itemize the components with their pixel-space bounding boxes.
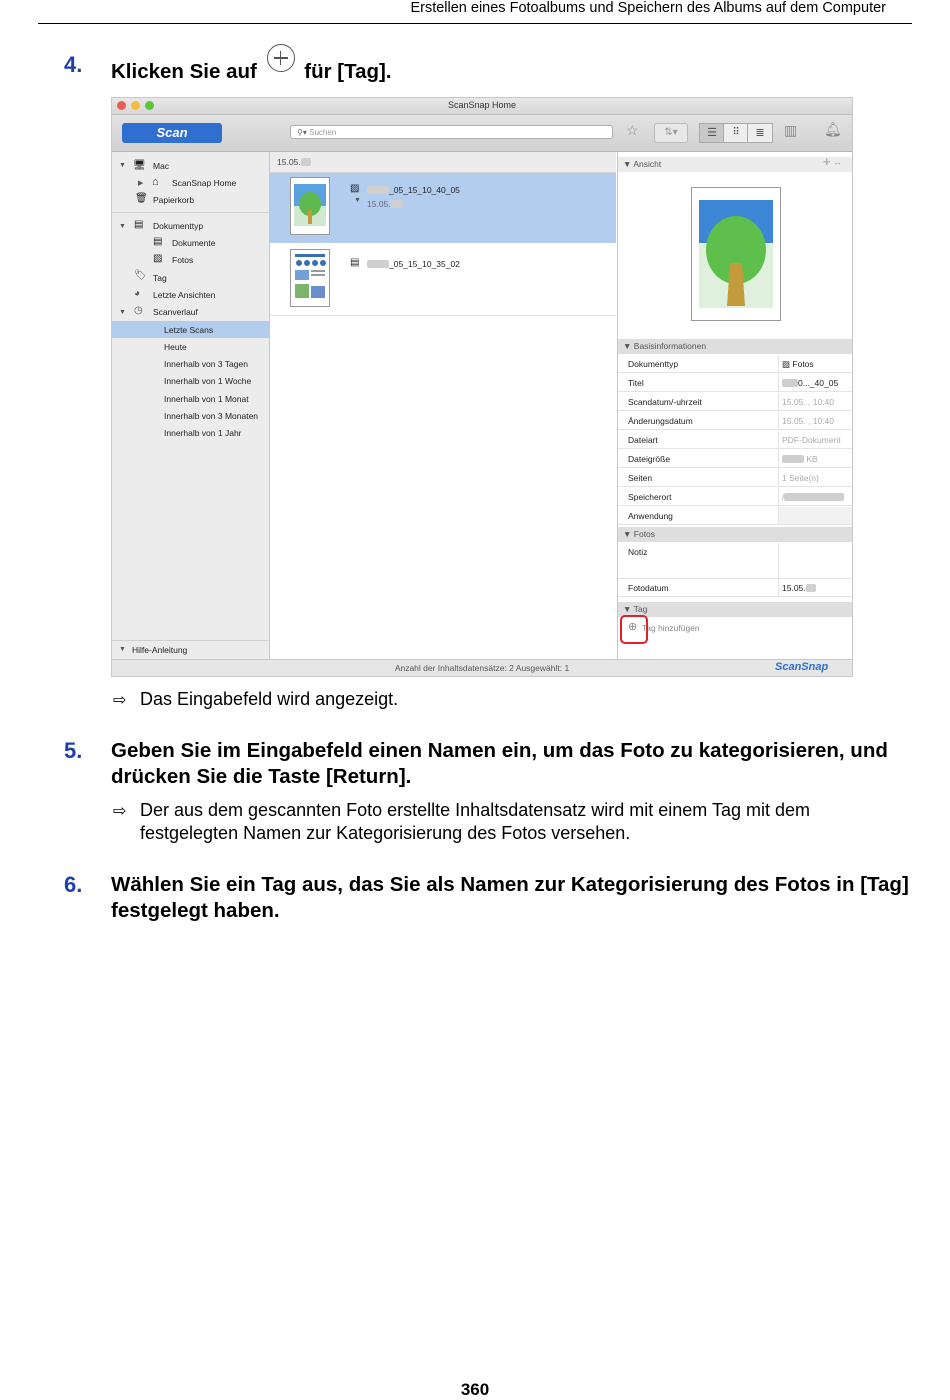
key-anwendung: Anwendung (618, 507, 778, 525)
disclosure-triangle-icon[interactable]: ▼ (354, 197, 361, 204)
sort-button[interactable]: ⇅▾ (654, 123, 688, 143)
list-item-2-name-text: _05_15_10_35_02 (389, 259, 460, 269)
redacted-year (806, 584, 816, 592)
computer-icon: 🖥︎ (133, 160, 146, 171)
key-dateiart: Dateiart (618, 431, 778, 449)
step-4-number: 4. (64, 52, 83, 77)
image-file-icon: ▨ (350, 183, 360, 194)
list-item-1-name-text: _05_15_10_40_05 (389, 185, 460, 195)
redacted-name (367, 186, 389, 194)
collapse-triangle-icon[interactable]: ▼ (119, 162, 126, 169)
section-fotos-label: Fotos (633, 529, 656, 539)
sidebar (112, 152, 270, 659)
running-header: Erstellen eines Fotoalbums und Speichern des Albums auf dem Computer (410, 0, 886, 16)
page-number: 360 (460, 1380, 490, 1399)
sidebar-item-1-monat[interactable]: Innerhalb von 1 Monat (164, 394, 249, 404)
key-seiten: Seiten (618, 469, 778, 487)
value-seiten: 1 Seite(n) (778, 469, 853, 487)
sidebar-item-1-jahr[interactable]: Innerhalb von 1 Jahr (164, 428, 242, 438)
document-thumbnail (290, 249, 330, 307)
search-placeholder: Suchen (309, 128, 337, 137)
document-icon: ▤ (153, 236, 163, 247)
key-titel: Titel (618, 374, 778, 392)
section-tag[interactable]: ▼ Tag (618, 602, 853, 617)
list-view-icon[interactable]: ☰ (699, 123, 725, 143)
step-4-result: Das Eingabefeld wird angezeigt. (140, 689, 399, 709)
sidebar-item-fotos[interactable]: Fotos (172, 255, 194, 265)
detail-view-icon[interactable]: ≣ (747, 123, 773, 143)
sidebar-item-letzte-ansichten[interactable]: Letzte Ansichten (153, 290, 216, 300)
step-6-number: 6. (64, 872, 83, 897)
list-date (277, 157, 311, 167)
key-scandatum: Scandatum/-uhrzeit (618, 393, 778, 411)
result-arrow-icon: ⇨ (113, 692, 127, 709)
info-panel (617, 152, 853, 659)
step-5-number: 5. (64, 738, 83, 763)
trash-icon: 🗑︎ (135, 193, 148, 204)
photo-thumbnail (290, 177, 330, 235)
window-title: ScanSnap Home (447, 100, 517, 110)
add-tag-plus-icon[interactable]: ⊕ (628, 621, 638, 633)
star-icon[interactable]: ☆ (626, 122, 639, 138)
value-fotodatum-text: 15.05. (782, 583, 806, 593)
redacted-year (391, 200, 403, 208)
list-date-header (270, 152, 616, 173)
value-titel[interactable] (778, 374, 853, 392)
status-bar (112, 659, 852, 677)
header-rule (38, 23, 912, 24)
key-aenderungsdatum: Änderungsdatum (618, 412, 778, 430)
highlight-box (620, 615, 648, 644)
scan-button[interactable]: Scan (122, 123, 222, 143)
sidebar-item-mac[interactable]: Mac (153, 161, 170, 171)
sidebar-item-papierkorb[interactable]: Papierkorb (153, 195, 195, 205)
document-type-icon: ▤ (134, 219, 144, 230)
sidebar-item-scansnap-home[interactable]: ScanSnap Home (172, 178, 237, 188)
preview-image (691, 187, 781, 321)
step-5-result: Der aus dem gescannten Foto erstellte Inhaltsdatensatz wird mit einem Tag mit dem festgelegten Namen zur Kategorisierung des Fotos versehen. (140, 800, 810, 843)
section-ansicht-label: Ansicht (633, 159, 662, 169)
pdf-file-icon: ▤ (350, 257, 360, 268)
value-scandatum: 15.05. , 10:40 (778, 393, 853, 411)
divider (112, 212, 269, 213)
value-dokumenttyp-text: Fotos (792, 359, 814, 369)
key-dokumenttyp: Dokumenttyp (618, 355, 778, 373)
list-item-1-name (367, 185, 460, 195)
value-dateiart: PDF-Dokument (778, 431, 853, 449)
value-fotodatum[interactable] (778, 579, 853, 597)
list-item-2-name (367, 259, 460, 269)
value-notiz[interactable] (778, 543, 853, 579)
value-dateigroesse-text: KB (806, 454, 818, 464)
sidebar-item-3-tage[interactable]: Innerhalb von 3 Tagen (164, 359, 248, 369)
content-list (270, 152, 616, 659)
step-5-text: Geben Sie im Eingabefeld einen Namen ein, um das Foto zu kategorisieren, und drücken Sie die Taste [Return]. (111, 739, 888, 788)
step-6-text: Wählen Sie ein Tag aus, das Sie als Namen zur Kategorisierung des Fotos in [Tag] festgelegt haben. (111, 873, 909, 922)
section-tag-label: Tag (633, 604, 648, 614)
sidebar-item-heute[interactable]: Heute (164, 342, 187, 352)
list-item-1-date (367, 199, 403, 209)
status-text: Anzahl der Inhaltsdatensätze: 2 Ausgewählt: 1 (394, 663, 570, 673)
value-anwendung[interactable] (778, 507, 853, 525)
sidebar-item-1-woche[interactable]: Innerhalb von 1 Woche (164, 376, 252, 386)
toolbar (112, 115, 852, 152)
scansnap-logo: ScanSnap (775, 661, 829, 673)
photo-icon: ▨ (153, 253, 163, 264)
redacted-title (782, 379, 798, 387)
search-icon: ⚲▾ (297, 128, 310, 137)
collapse-triangle-icon[interactable]: ▼ (119, 223, 126, 230)
sidebar-item-scanverlauf[interactable]: Scanverlauf (153, 307, 198, 317)
value-aenderungsdatum: 15.05. , 10:40 (778, 412, 853, 430)
expand-arrows-icon[interactable]: ✛ ↔ (823, 157, 843, 167)
sidebar-item-letzte-scans[interactable]: Letzte Scans (164, 325, 214, 335)
sidebar-item-dokumenttyp[interactable]: Dokumenttyp (153, 221, 204, 231)
expand-triangle-icon[interactable]: ▶ (138, 180, 144, 187)
plus-circle-icon (267, 44, 295, 72)
value-speicherort-text: / (782, 492, 785, 502)
photo-icon: ▨ (782, 359, 793, 369)
key-fotodatum: Fotodatum (618, 579, 778, 597)
app-screenshot (111, 97, 853, 677)
result-arrow-icon: ⇨ (113, 803, 127, 820)
value-dokumenttyp[interactable] (778, 355, 853, 373)
bell-icon[interactable]: 🔔︎ (824, 121, 842, 137)
sidebar-item-3-monate[interactable]: Innerhalb von 3 Monaten (164, 411, 259, 421)
redacted-path (784, 493, 844, 501)
panel-toggle-icon[interactable]: ▥ (784, 122, 798, 138)
search-input[interactable] (290, 125, 613, 139)
sidebar-item-dokumente[interactable]: Dokumente (172, 238, 216, 248)
value-titel-text: 0..._40_05 (798, 378, 839, 388)
collapse-triangle-icon[interactable]: ▼ (119, 646, 126, 653)
tag-icon: 🏷︎ (134, 270, 147, 281)
section-ansicht[interactable]: ▼ Ansicht (618, 157, 853, 172)
sidebar-item-tag[interactable]: Tag (153, 273, 167, 283)
list-item-selected[interactable] (270, 173, 616, 243)
home-icon: ⌂ (152, 176, 159, 188)
document-thumbnail-icon (291, 250, 329, 306)
value-dateigroesse (778, 450, 853, 468)
window-titlebar (112, 98, 852, 115)
recent-views-icon: ◕ (134, 288, 141, 299)
history-icon: ◷ (134, 305, 143, 316)
key-speicherort: Speicherort (618, 488, 778, 506)
redacted-year (301, 158, 311, 166)
section-fotos[interactable]: ▼ Fotos (618, 527, 853, 542)
redacted-name (367, 260, 389, 268)
add-tag-label[interactable]: Tag hinzufügen (642, 623, 700, 633)
list-item-1-date-text: 15.05. (367, 199, 391, 209)
section-basis-label: Basisinformationen (633, 341, 707, 351)
section-basisinformationen[interactable]: ▼ Basisinformationen (618, 339, 853, 354)
list-item[interactable] (270, 243, 616, 316)
list-date-text: 15.05. (277, 157, 301, 167)
key-notiz: Notiz (618, 543, 778, 579)
key-dateigroesse: Dateigröße (618, 450, 778, 468)
step-4-text-after: für [Tag]. (304, 60, 392, 83)
sidebar-item-hilfe[interactable]: Hilfe-Anleitung (132, 645, 188, 655)
step-4-text-before: Klicken Sie auf (111, 60, 257, 83)
tree-preview-icon (692, 188, 780, 320)
value-speicherort (778, 488, 853, 506)
tree-photo-thumbnail-icon (291, 178, 329, 234)
redacted-size (782, 455, 804, 463)
step-4-text (111, 52, 392, 85)
collapse-triangle-icon[interactable]: ▼ (119, 309, 126, 316)
grid-view-icon[interactable]: ⠿ (723, 123, 749, 143)
